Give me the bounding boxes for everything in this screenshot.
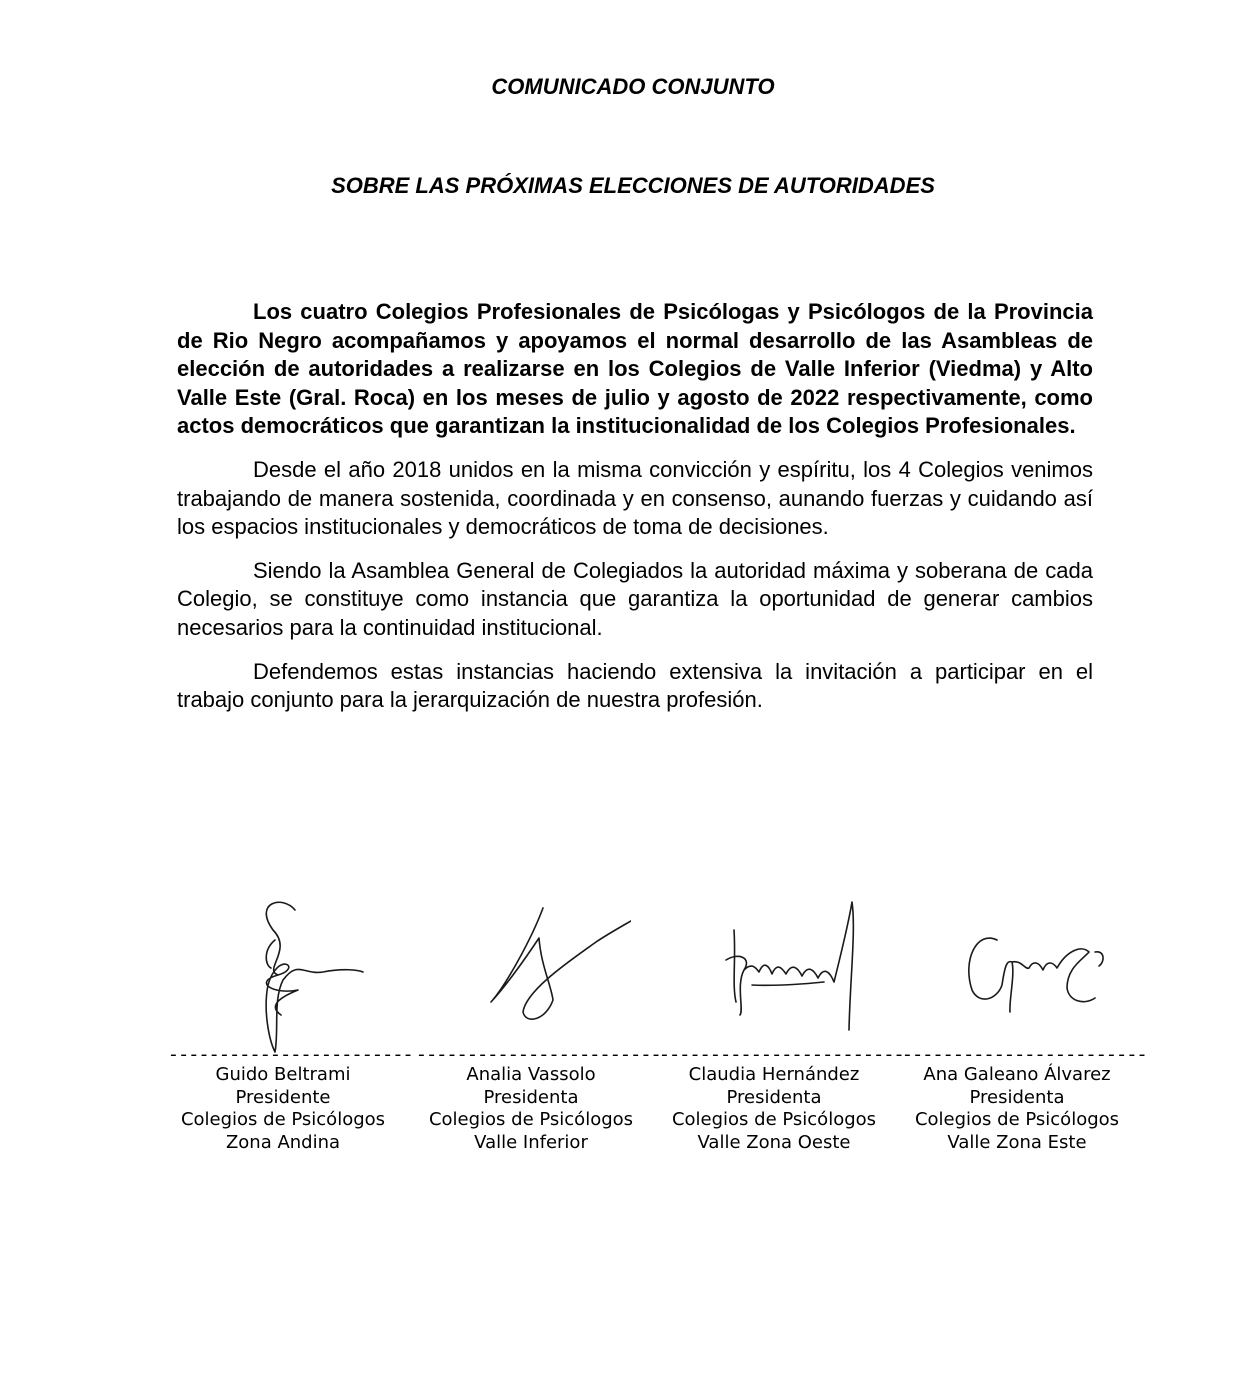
signer-name-2: Analia Vassolo xyxy=(466,1064,596,1085)
signature-line-3: ------------------------ xyxy=(659,1046,904,1066)
handwritten-signature-3 xyxy=(674,890,874,1054)
handwritten-signature-4 xyxy=(917,890,1117,1054)
document-body xyxy=(177,298,1093,730)
signature-block-4 xyxy=(902,890,1147,1155)
signer-role-3: Presidenta xyxy=(726,1086,822,1108)
signer-role-4: Presidenta xyxy=(969,1086,1065,1108)
signer-zone-4: Valle Zona Este xyxy=(947,1132,1087,1154)
signer-role-2: Presidenta xyxy=(483,1086,579,1108)
signer-zone-2: Valle Inferior xyxy=(474,1132,588,1154)
signature-line-1: ------------------------ xyxy=(168,1046,413,1066)
signer-org-2: Colegios de Psicólogos xyxy=(428,1109,634,1131)
document-title: COMUNICADO CONJUNTO xyxy=(491,74,775,99)
signature-line-2: ------------------------ xyxy=(416,1046,661,1066)
signature-section xyxy=(0,890,1241,1180)
signer-org-3: Colegios de Psicólogos xyxy=(671,1109,877,1131)
document-subtitle: SOBRE LAS PRÓXIMAS ELECCIONES DE AUTORIDADES xyxy=(331,173,935,198)
paragraph-1: Los cuatro Colegios Profesionales de Psicólogas y Psicólogos de la Provincia de Rio Negro acompañamos y apoyamos el normal desarrollo de las Asambleas de elección de autoridades a realizarse en los Colegios de Valle Inferior (Viedma) y Alto Valle Este (Gral. Roca) en los meses de julio y agosto de 2022 respectivamente, como actos democráticos que garantizan la institucionalidad de los Colegios Profesionales. xyxy=(177,299,1093,439)
signature-block-2 xyxy=(416,890,661,1155)
paragraph-4: Defendemos estas instancias haciendo extensiva la invitación a participar en el trabajo conjunto para la jerarquización de nuestra profesión. xyxy=(177,658,1093,713)
signer-org-4: Colegios de Psicólogos xyxy=(914,1109,1120,1131)
signature-block-1 xyxy=(168,890,413,1155)
handwritten-signature-1 xyxy=(183,890,383,1054)
signature-block-3 xyxy=(659,890,904,1155)
handwritten-signature-2 xyxy=(431,890,631,1054)
signer-name-4: Ana Galeano Álvarez xyxy=(923,1064,1111,1085)
signer-name-1: Guido Beltrami xyxy=(215,1064,351,1085)
signer-zone-1: Zona Andina xyxy=(225,1132,341,1154)
signer-org-1: Colegios de Psicólogos xyxy=(180,1109,386,1131)
signature-line-4: ------------------------ xyxy=(902,1046,1147,1066)
signer-zone-3: Valle Zona Oeste xyxy=(697,1132,851,1154)
paragraph-2: Desde el año 2018 unidos en la misma convicción y espíritu, los 4 Colegios venimos trabajando de manera sostenida, coordinada y en consenso, aunando fuerzas y cuidando así los espacios institucionales y democráticos de toma de decisiones. xyxy=(177,456,1093,540)
signer-name-3: Claudia Hernández xyxy=(688,1064,860,1085)
paragraph-3: Siendo la Asamblea General de Colegiados la autoridad máxima y soberana de cada Colegio, se constituye como instancia que garantiza la oportunidad de generar cambios necesarios para la continuidad institucional. xyxy=(177,557,1093,640)
signer-role-1: Presidente xyxy=(235,1086,331,1108)
